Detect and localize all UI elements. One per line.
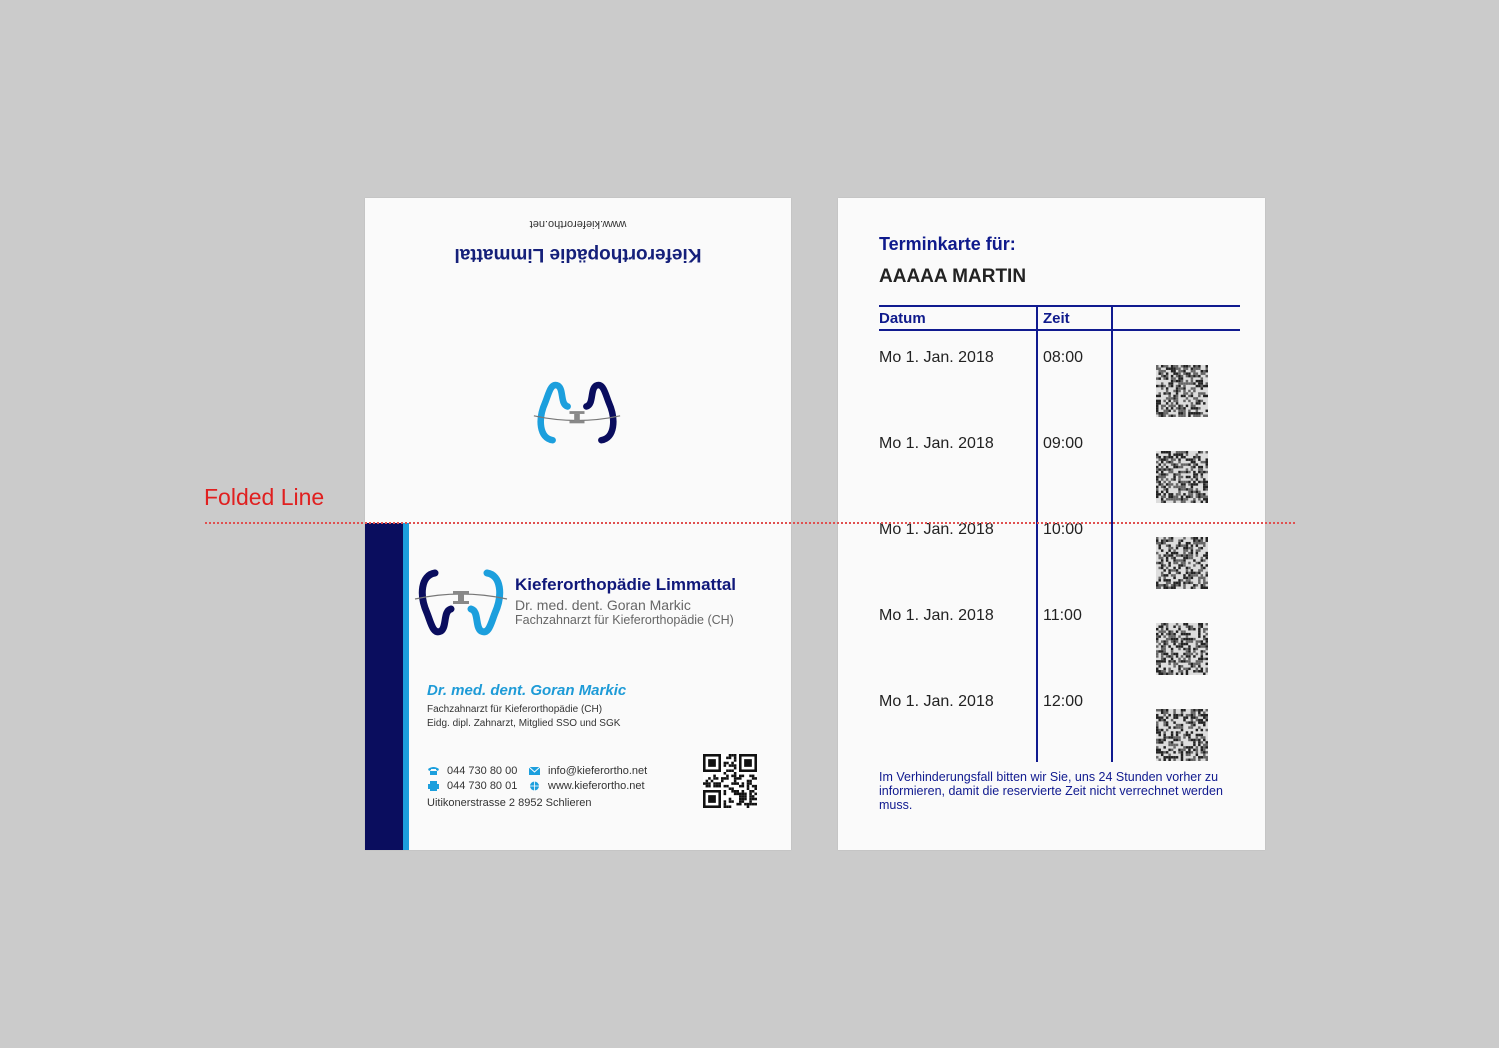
fold-label: Folded Line [204, 484, 325, 510]
address: Uitikonerstrasse 2 8952 Schlieren [427, 797, 592, 809]
appointment-time: 10:00 [1043, 521, 1084, 538]
fold-line [205, 522, 1295, 524]
column-divider [1111, 307, 1113, 762]
qr-code-icon[interactable] [703, 754, 757, 808]
email-contact[interactable] [528, 765, 647, 777]
back-brand-name: Kieferorthopädie Limmattal [454, 244, 702, 265]
tooth-logo-icon [413, 565, 509, 639]
appointment-time: 12:00 [1043, 693, 1084, 710]
qr-code-icon[interactable] [1156, 365, 1208, 417]
appointment-card [838, 198, 1265, 850]
table-header-rule [879, 329, 1240, 331]
appointment-time: 09:00 [1043, 435, 1084, 452]
cancellation-note: Im Verhinderungsfall bitten wir Sie, uns 24 Stunden vorher zu informieren, damit die reservierte Zeit nicht verrechnet werden muss. [879, 770, 1223, 812]
business-card-left [365, 198, 791, 850]
qr-code-icon[interactable] [1156, 623, 1208, 675]
tooth-logo-icon [532, 378, 622, 448]
appointment-date: Mo 1. Jan. 2018 [879, 435, 994, 452]
card-title: Terminkarte für: [879, 234, 1016, 254]
website: www.kieferortho.net [548, 780, 645, 792]
globe-icon [528, 781, 541, 791]
column-header-date: Datum [879, 310, 926, 327]
patient-name: AAAAA MARTIN [879, 266, 1027, 287]
phone-contact[interactable] [427, 765, 517, 777]
fax-number: 044 730 80 01 [447, 780, 518, 792]
phone-number: 044 730 80 00 [447, 765, 518, 777]
back-url: www.kieferortho.net [529, 218, 627, 230]
doctor-membership-line: Eidg. dipl. Zahnarzt, Mitglied SSO und SGK [427, 718, 621, 729]
brand-specialty: Fachzahnarzt für Kieferorthopädie (CH) [515, 613, 734, 627]
email-address: info@kieferortho.net [548, 765, 648, 777]
column-header-time: Zeit [1043, 310, 1070, 327]
fax-icon [427, 781, 440, 791]
web-contact[interactable] [528, 780, 645, 792]
phone-icon [427, 766, 440, 776]
column-divider [1036, 307, 1038, 762]
table-top-rule [879, 305, 1240, 307]
appointment-time: 11:00 [1043, 607, 1082, 624]
qr-code-icon[interactable] [1156, 451, 1208, 503]
doctor-title-line: Fachzahnarzt für Kieferorthopädie (CH) [427, 704, 603, 715]
qr-code-icon[interactable] [1156, 709, 1208, 761]
qr-code-icon[interactable] [1156, 537, 1208, 589]
envelope-icon [528, 766, 541, 776]
appointment-date: Mo 1. Jan. 2018 [879, 693, 994, 710]
appointment-date: Mo 1. Jan. 2018 [879, 349, 994, 366]
doctor-name: Dr. med. dent. Goran Markic [427, 682, 627, 699]
fax-contact [427, 780, 517, 792]
appointment-time: 08:00 [1043, 349, 1084, 366]
navy-stripe [365, 523, 403, 850]
brand-doctor: Dr. med. dent. Goran Markic [515, 597, 691, 613]
appointment-date: Mo 1. Jan. 2018 [879, 607, 994, 624]
blue-stripe [403, 523, 409, 850]
card-back-upside-down [365, 198, 791, 523]
brand-name: Kieferorthopädie Limmattal [515, 575, 737, 594]
appointment-date: Mo 1. Jan. 2018 [879, 521, 994, 538]
